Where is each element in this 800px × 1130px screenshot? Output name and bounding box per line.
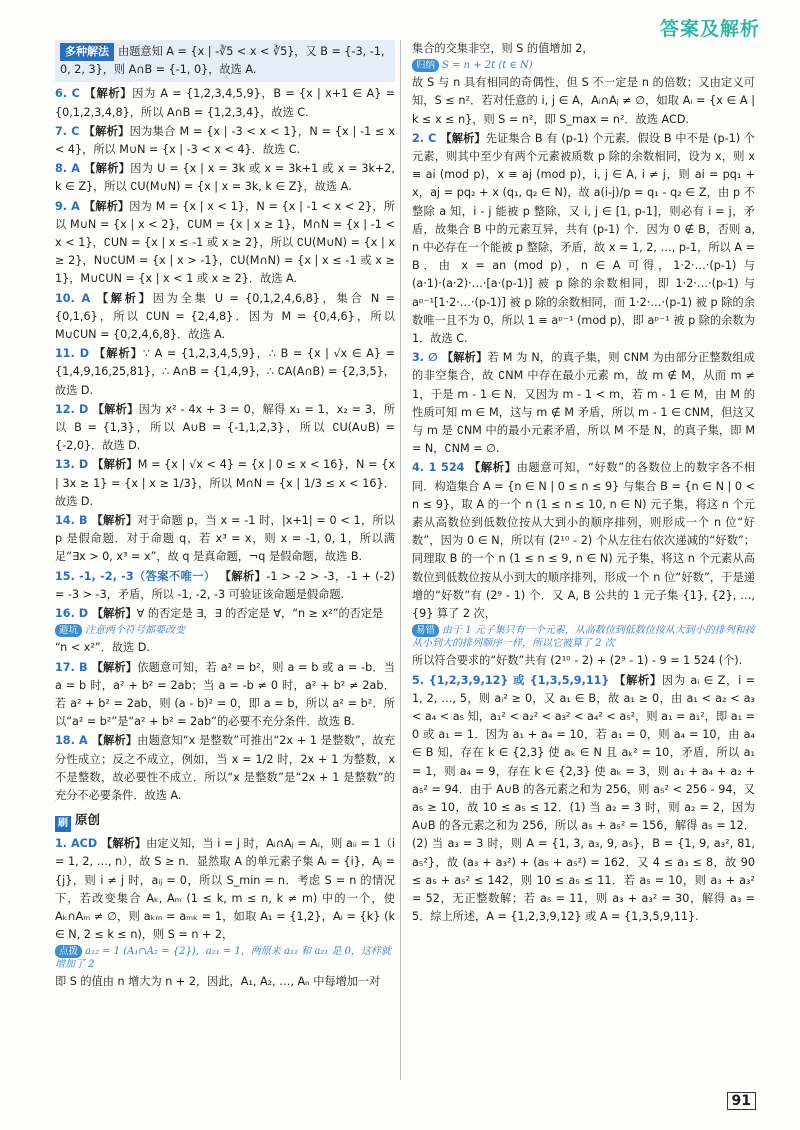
- margin-note: [412, 59, 755, 72]
- item-text: 由题意知“x 是整数”可推出“2x + 1 是整数”，故充分性成立；反之不成立，例如，当 x = 1/2 时，2x + 1 为整数，x 不是整数，故必要性不成立．所以“x 是整数”是“2x + 1 是整数”的充分不必要条件．故选 A.: [55, 734, 395, 802]
- item-answer: D: [79, 347, 94, 361]
- item-text: 因为 aᵢ ∈ Z，i = 1, 2, …, 5，则 aᵢ² ≥ 0，又 a₁ ∈ B，故 a₁ ≥ 0，由 a₁ < a₂ < a₃ < a₄ < a₅ 知，a₁² < a₂² < a₃² < a₄² < a₅²，则 a₁ = a₁²，即 a₁ = 0 或 a₁ = 1．因为 a₁ + a₄ = 10，若 a₁ = 0，则 a₄ = 10，由 a₄ ∈ B 知，存在 k ∈ {2,3} 使 aₖ ∈ N 且 aₖ² = 10，矛盾，所以 a₁ = 1，则 a₄ = 9，存在 k ∈ {2,3} 使 aₖ = 3，则 a₁ + a₄ + a₂ + a₅² = 94．由于 A∪B 的各元素之和为 256，则 a₅² < 256 - 94，又 a₅ ≥ 10，故 10 ≤ a₅ ≤ 12．(1) 当 a₂ = 3 时，则 a₂ = 2，因为 A∪B 的各元素之和为 256，所以 a₅ + a₅² = 156，解得 a₅ = 12．(2) 当 a₃ = 3 时，则 A = {1, 3, a₃, 9, a₅}，B = {1, 9, a₃², 81, a₅²}，故 (a₃ + a₃²) + (a₅ + a₅²) = 162．又 4 ≤ a₃ ≤ 8，故 90 ≤ a₅ + a₅² ≤ 142，则 10 ≤ a₅ ≤ 11．若 a₅ = 10，则 a₃ + a₃² = 52，无正整数解；若 a₅ = 11，则 a₃ + a₃² = 30，解得 a₃ = 5．综上所述，A = {1,2,3,9,12} 或 A = {1,3,5,9,11}.: [412, 673, 755, 924]
- answer-item: [55, 659, 395, 732]
- item-text: 因为集合 M = {x | -3 < x < 1}，N = {x | -1 ≤ x < 4}，所以 M∪N = {x | -3 < x < 4}．故选 C.: [55, 124, 395, 157]
- item-text: 所以符合要求的“好数”共有 (2¹⁰ - 2) + (2⁹ - 1) - 9 = 1 524 (个).: [412, 654, 743, 668]
- item-answer: -1, -2, -3（答案不唯一）: [79, 569, 220, 583]
- item-text: 由题意可知，“好数”的各数位上的数字各不相同．构造集合 A = {n ∈ N | 0 ≤ n ≤ 9} 与集合 B = {n ∈ N | 0 < n ≤ 9}，取 A 的一个 n (1 ≤ n ≤ 10, n ∈ N) 元子集，将这 n 个元素从高数位到低数位按从大到小的顺序排列，则形成一个 n 位“好数”，因为 0 ∈ N，所以有 (2¹⁰ - 2) 个从左往右依次递减的“好数”；同理取 B 的一个 n (1 ≤ n ≤ 9, n ∈ N) 元子集，将这 n 个元素从高数位到低数位按从小到大的顺序排列，形成一个 n 位“好数”，于是递增的“好数”有 (2⁹ - 1) 个．又 A, B 公共的 1 元子集 {1}, {2}, …, {9} 算了 2 次，: [412, 461, 755, 621]
- item-text: ∵ A = {1,2,3,4,5,9}，∴ B = {x | √x ∈ A} = {1,4,9,16,25,81}，∴ A∩B = {1,4,9}，∴ ∁A(A∩B) = {2,3,5}，故选 D.: [55, 347, 395, 397]
- item-text: 因为 M = {x | x < 1}，N = {x | -1 < x < 2}，所以 M∪N = {x | x < 2}，∁UM = {x | x ≥ 1}，M∩N = {x | -1 < x < 1}，∁UN = {x | x ≤ -1 或 x ≥ 2}，所以 ∁U(M∪N) = {x | x ≥ 2}，N∪∁UM = {x | x > -1}，∁U(M∩N) = {x | x ≤ -1 或 x ≥ 1}，M∪∁UN = {x | x < 1 或 x ≥ 2}．故选 A.: [55, 199, 395, 286]
- answer-item: [55, 85, 395, 121]
- left-items: [55, 85, 395, 805]
- answer-item: [55, 345, 395, 400]
- note-badge: 易错: [412, 624, 439, 637]
- item-number: 8.: [55, 162, 72, 176]
- analysis-tag: 【解析】: [614, 673, 663, 687]
- item-number: 1.: [55, 837, 71, 851]
- item-answer: A: [81, 291, 97, 305]
- item-answer: C: [71, 87, 85, 101]
- answer-item: [412, 74, 755, 129]
- note-text: 注意两个符号都要改变: [85, 625, 186, 637]
- answer-item: [412, 349, 755, 458]
- column-divider: [400, 40, 401, 1080]
- item-answer: B: [78, 514, 92, 528]
- item-number: 2.: [412, 131, 429, 145]
- analysis-tag: 【解析】: [441, 351, 488, 365]
- item-text: 依题意可知，若 a² = b²，则 a = b 或 a = -b．当 a = b 时，a² + b² = 2ab；当 a = -b ≠ 0 时，a² + b² ≠ 2ab．若 a² + b² = 2ab，则 (a - b)² = 0，即 a = b，所以 a² = b²．所以“a² = b²”是“a² + b² = 2ab”的必要不充分条件．故选 B.: [55, 660, 395, 729]
- note-text: a₁₂ = 1 (A₁∩A₂ = {2})，a₂₁ = 1，两原来 a₁₂ 和 a₂₁ 是 0，这样就增加了 2: [55, 946, 392, 971]
- item-answer: C: [428, 131, 441, 145]
- page-title: 答案及解析: [659, 18, 760, 40]
- left-column: [55, 40, 395, 993]
- analysis-tag: 【解析】: [101, 837, 147, 851]
- method-text: 由题意知 A = {x | -∛5 < x < ∛5}，又 B = {-3, -1, 0, 2, 3}，则 A∩B = {-1, 0}，故选 A.: [60, 45, 385, 77]
- item-number: 16.: [55, 607, 79, 621]
- item-number: 5.: [412, 673, 429, 687]
- answer-item: [55, 639, 395, 657]
- item-text: 对于命题 p，当 x = -1 时，|x+1| = 0 < 1，所以 p 是假命题．对于命题 q，若 x³ = x，则 x = -1, 0, 1，所以满足“∃x > 0, x³ = x”，故 q 是真命题，¬q 是假命题，故选 B.: [55, 514, 395, 564]
- answer-item: [412, 459, 755, 623]
- item-answer: A: [71, 162, 85, 176]
- answer-item: [55, 456, 395, 511]
- item-number: 18.: [55, 734, 79, 748]
- method-badge: 多种解法: [60, 43, 114, 61]
- margin-note: [412, 624, 755, 650]
- item-text: 集合的交集非空，则 S 的值增加 2，: [412, 42, 594, 55]
- margin-note: [55, 945, 395, 971]
- item-answer: {1,2,3,9,12} 或 {1,3,5,9,11}: [428, 673, 615, 687]
- item-text: 由定义知，当 i = j 时，Aᵢ∩Aⱼ = Aᵢ，则 aᵢᵢ = 1（i = 1, 2, …, n），故 S ≥ n．显然取 A 的单元素子集 Aᵢ = {i}，Aⱼ = {j}，则 i ≠ j 时，aᵢⱼ = 0，所以 S_min = n．考虑 S = n 的情况下，若改变集合 Aₖ, Aₘ (1 ≤ k, m ≤ n, k ≠ m) 中的一个，使 Aₖ∩Aₘ ≠ ∅，则 aₖₘ = aₘₖ = 1，如取 A₁ = {1,2}，Aᵢ = {k} (k ∈ N, 2 ≤ k ≤ n)，则 S = n + 2，: [55, 837, 395, 942]
- right-items: [412, 40, 755, 926]
- item-text: “n < x²”．故选 D.: [55, 641, 150, 655]
- answer-item: [55, 198, 395, 289]
- answer-item: [55, 512, 395, 567]
- item-number: 17.: [55, 660, 79, 674]
- analysis-tag: 【解析】: [91, 514, 138, 528]
- analysis-tag: 【解析】: [91, 660, 138, 674]
- item-answer: A: [71, 199, 84, 213]
- item-text: ∀ 的否定是 ∃，∃ 的否定是 ∀，“n ≥ x²”的否定是: [136, 607, 384, 621]
- item-number: 14.: [55, 514, 79, 528]
- item-text: 故 S 与 n 具有相同的奇偶性，但 S 不一定是 n 的倍数；又由定义可知，S ≤ n²．若对任意的 i, j ∈ A，Aᵢ∩Aⱼ ≠ ∅，如取 Aᵢ = {x ∈ A | k ≤ x ≤ n}，则 S = n²，即 S_max = n²．故选 ACD.: [412, 76, 755, 126]
- answer-item: [55, 732, 395, 805]
- analysis-tag: 【解析】: [84, 87, 133, 101]
- item-text: 即 S 的值由 n 增大为 n + 2，因此，A₁, A₂, …, Aₙ 中每增加一对: [55, 975, 381, 989]
- item-answer: C: [71, 124, 84, 138]
- section-heading: [55, 811, 395, 832]
- analysis-tag: 【解析】: [91, 734, 138, 748]
- item-answer: D: [78, 607, 92, 621]
- analysis-tag: 【解析】: [83, 199, 130, 213]
- item-text: -1 > -2 > -3，-1 + (-2) = -3 > -3，矛盾，所以 -1, -2, -3 可验证该命题是假命题.: [55, 569, 395, 601]
- item-answer: D: [79, 402, 93, 416]
- analysis-tag: 【解析】: [440, 131, 486, 145]
- item-number: 11.: [55, 347, 80, 361]
- analysis-tag: 【解析】: [92, 402, 139, 416]
- item-text: M = {x | √x < 4} = {x | 0 ≤ x < 16}，N = {x | 3x ≥ 1} = {x | x ≥ 1/3}，所以 M∩N = {x | 1/3 ≤ x < 16}．故选 D.: [55, 458, 395, 508]
- note-text: S = n + 2t (t ∈ N): [442, 60, 533, 72]
- item-number: 6.: [55, 87, 72, 101]
- analysis-tag: 【解析】: [92, 458, 138, 472]
- item-text: 先证集合 B 有 (p-1) 个元素．假设 B 中不是 (p-1) 个元素，则其中至少有两个元素被质数 p 除的余数相同，设为 x，则 x ≡ ai (mod p)，x ≡ aj (mod p)，i, j ∈ A, i ≠ j，则 ai = pq₁ + x，aj = pq₂ + x (q₁, q₂ ∈ N)，故 a(i-j)/p = q₁ - q₂ ∈ Z，由 p 不整除 a 知，i - j 能被 p 整除，又 i, j ∈ [1, p-1]，则必有 i = j，矛盾，故集合 B 中的元素互异，共有 (p-1) 个．因为 0 ∉ B，否则 a, n 中必存在一个能被 p 整除，矛盾，故 x = 1, 2, …, p-1，所以 A = B．由 x = an (mod p)，n ∈ A 可得，1·2·…·(p-1) 与 (a·1)·(a·2)·…·[a·(p-1)] 被 p 除的余数相同，即 1·2·…·(p-1) 与 aᵖ⁻¹[1·2·…·(p-1)] 被 p 除的余数相同，而 1·2·…·(p-1) 被 p 除的余数唯一且不为 0，所以 1 ≡ aᵖ⁻¹ (mod p)，即 aᵖ⁻¹ 被 p 除的余数为 1．故选 C.: [412, 131, 755, 346]
- item-answer: D: [78, 458, 93, 472]
- answer-item: [55, 160, 395, 196]
- analysis-tag: 【解析】: [94, 347, 143, 361]
- note-badge: 点拨: [55, 945, 82, 958]
- margin-note: [55, 624, 395, 637]
- answer-item: [55, 123, 395, 159]
- item-number: 9.: [55, 199, 72, 213]
- answer-item: [55, 835, 395, 944]
- answer-item: [55, 401, 395, 456]
- page-number: 91: [727, 1092, 756, 1110]
- note-badge: 归纳: [412, 59, 439, 72]
- item-answer: B: [78, 660, 92, 674]
- note-text: 由于 1 元子集只有一个元素，从高数位到低数位按从大到小的排列和按从小到大的排列顺序一样，所以它被算了 2 次: [412, 625, 755, 650]
- answer-item: [412, 40, 755, 58]
- item-answer: A: [78, 734, 92, 748]
- method-box: [55, 40, 395, 82]
- analysis-tag: 【解析】: [91, 607, 137, 621]
- item-text: 因为 A = {1,2,3,4,5,9}，B = {x | x+1 ∈ A} = {0,1,2,3,4,8}，所以 A∩B = {1,2,3,4}，故选 C.: [55, 87, 395, 119]
- note-badge: 避坑: [55, 624, 82, 637]
- item-text: 因为全集 U = {0,1,2,4,6,8}，集合 N = {0,1,6}，所以 ∁UN = {2,4,8}．因为 M = {0,4,6}，所以 M∪∁UN = {0,2,4,6,8}．故选 A.: [55, 291, 395, 342]
- right-column: [412, 40, 755, 927]
- item-number: 10.: [55, 291, 82, 305]
- item-answer: 1 524: [428, 461, 469, 475]
- answer-item: [55, 290, 395, 345]
- answer-item: [55, 605, 395, 623]
- section-icon: 刷: [55, 816, 71, 832]
- item-number: 13.: [55, 458, 79, 472]
- item-number: 4.: [412, 461, 429, 475]
- analysis-tag: 【解析】: [96, 291, 153, 305]
- analysis-tag: 【解析】: [469, 461, 517, 475]
- item-answer: ACD: [71, 837, 102, 851]
- answer-item: [55, 568, 395, 604]
- answer-item: [412, 652, 755, 670]
- origin-items: [55, 835, 395, 991]
- item-text: 若 M 为 N，的真子集，则 ∁NM 为由部分正整数组成的非空集合，故 ∁NM 中存在最小元素 m，故 m ∉ M，从而 m ≠ 1，于是 m - 1 ∈ N．又因为 m - 1 < m，若 m - 1 ∈ M，由 M 的性质可知 m ∈ M，这与 m ∉ M 矛盾，所以 m - 1 ∈ ∁NM，但这又与 m 是 ∁NM 中的最小元素矛盾，所以 M 不是 N，的真子集，即 M = N，∁NM = ∅.: [412, 351, 755, 456]
- analysis-tag: 【解析】: [219, 569, 267, 583]
- answer-item: [412, 672, 755, 927]
- answer-item: [55, 973, 395, 991]
- answer-item: [412, 130, 755, 348]
- item-number: 15.: [55, 569, 80, 583]
- analysis-tag: 【解析】: [84, 162, 131, 176]
- item-text: 因为 x² - 4x + 3 = 0，解得 x₁ = 1，x₂ = 3，所以 B = {1,3}，所以 A∪B = {-1,1,2,3}，所以 ∁U(A∪B) = {-2,0}．故选 D.: [55, 402, 396, 453]
- section-title: 原创: [75, 812, 101, 828]
- item-text: 因为 U = {x | x = 3k 或 x = 3k+1 或 x = 3k+2, k ∈ Z}，所以 ∁U(M∪N) = {x | x = 3k, k ∈ Z}，故选 A.: [55, 162, 395, 194]
- analysis-tag: 【解析】: [83, 124, 130, 138]
- item-answer: ∅: [428, 351, 442, 365]
- item-number: 3.: [412, 351, 429, 365]
- page-header: [0, 0, 800, 40]
- item-number: 7.: [55, 124, 72, 138]
- item-number: 12.: [55, 402, 80, 416]
